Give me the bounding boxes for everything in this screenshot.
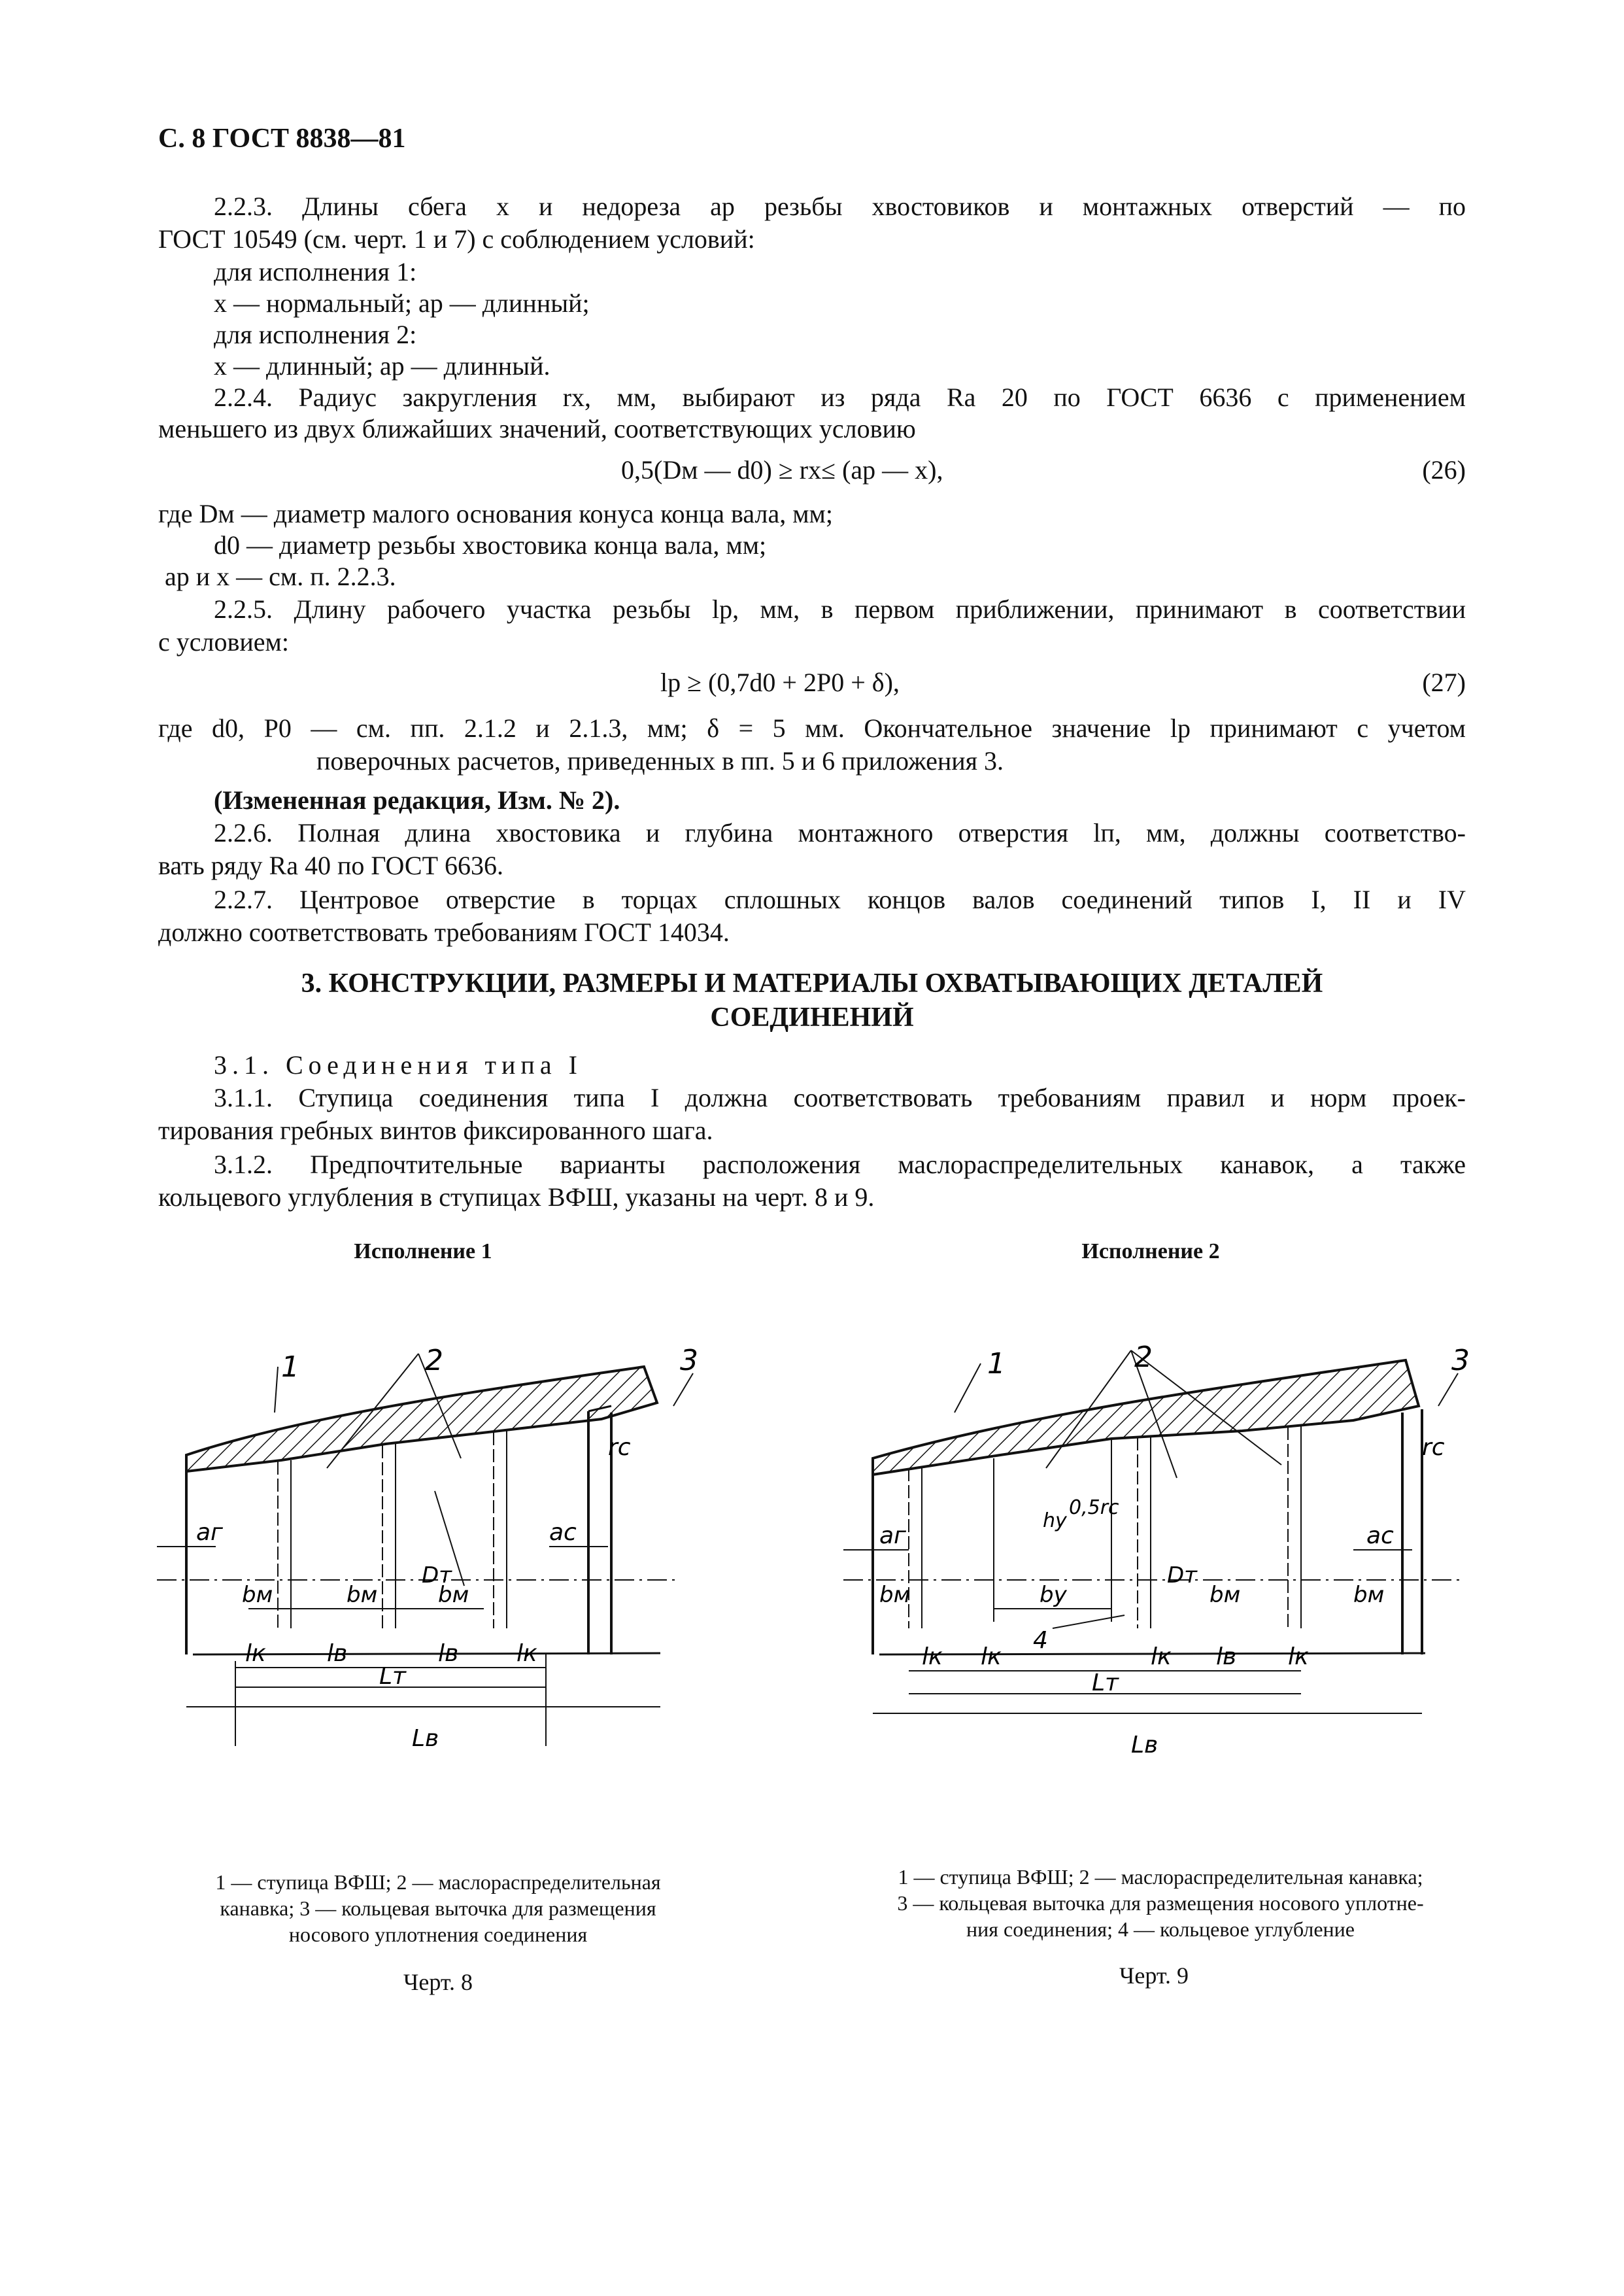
equation-27-number: (27) <box>1422 668 1466 697</box>
label-rc: rc <box>608 1434 631 1461</box>
para-3-1-1: 3.1.1. Ступица соединения типа I должна соответствовать требованиям правил и норм проек- <box>214 1083 1466 1112</box>
label-ar: aг <box>196 1519 223 1546</box>
label-ac: ac <box>1366 1522 1394 1549</box>
figure-9-drawing <box>837 1341 1491 1798</box>
section-title: СОЕДИНЕНИЙ <box>710 1002 914 1033</box>
subsection-title: 3.1. Соединения типа I <box>214 1050 583 1080</box>
label-bm: bм <box>438 1582 469 1608</box>
label-dt: Dт <box>1167 1562 1197 1588</box>
list-line: для исполнения 1: <box>214 257 417 286</box>
label-bm: bм <box>879 1582 911 1608</box>
label-dt: Dт <box>422 1562 452 1588</box>
figure-8-number: Черт. 8 <box>403 1969 473 1995</box>
list-line: x — длинный; aр — длинный. <box>214 351 550 381</box>
where-line: d0 — диаметр резьбы хвостовика конца вала, мм; <box>214 530 767 560</box>
where-line: где Dм — диаметр малого основания конуса конца вала, мм; <box>158 499 833 528</box>
label-3: 3 <box>1451 1344 1470 1377</box>
para-3-1-2: 3.1.2. Предпочтительные варианты расположения маслораспределительных канавок, а также <box>214 1150 1466 1179</box>
label-lk: lк <box>245 1640 266 1667</box>
where-line: aр и x — см. п. 2.2.3. <box>165 562 396 591</box>
page-header: С. 8 ГОСТ 8838—81 <box>158 124 406 154</box>
label-bm: bм <box>347 1582 378 1608</box>
figure-9-number: Черт. 9 <box>1119 1962 1189 1989</box>
label-hy: hу <box>1043 1509 1067 1532</box>
label-1: 1 <box>281 1350 299 1384</box>
label-bm: bм <box>1210 1582 1241 1608</box>
figure-9-caption: 1 — ступица ВФШ; 2 — маслораспределительная канавка; 3 — кольцевая выточка для размещения носового уплотне- ния соединения; 4 — кольцевое углубление <box>897 1865 1424 1941</box>
para-3-1-2-cont: кольцевого углубления в ступицах ВФШ, указаны на черт. 8 и 9. <box>158 1182 875 1212</box>
label-lv: lв <box>1216 1643 1237 1670</box>
where-line: где d0, P0 — см. пп. 2.1.2 и 2.1.3, мм; δ = 5 мм. Окончательное значение lр принимают с учетом <box>158 713 1466 743</box>
equation-27: lр ≥ (0,7d0 + 2P0 + δ), <box>660 668 900 697</box>
label-4: 4 <box>1033 1627 1048 1654</box>
label-lv: lв <box>327 1640 348 1667</box>
amendment-note: (Измененная редакция, Изм. № 2). <box>214 785 620 815</box>
label-3: 3 <box>680 1344 698 1377</box>
equation-26-number: (26) <box>1422 455 1466 485</box>
para-2-2-3: 2.2.3. Длины сбега x и недореза aр резьбы хвостовиков и монтажных отверстий — по <box>214 192 1466 221</box>
para-2-2-3-cont: ГОСТ 10549 (см. черт. 1 и 7) с соблюдением условий: <box>158 224 755 254</box>
section-title: 3. КОНСТРУКЦИИ, РАЗМЕРЫ И МАТЕРИАЛЫ ОХВАТЫВАЮЩИХ ДЕТАЛЕЙ <box>301 968 1323 999</box>
label-lk: lк <box>922 1643 943 1670</box>
label-ac: ac <box>549 1519 577 1546</box>
label-by: bу <box>1040 1582 1067 1608</box>
label-half-rc: 0,5rc <box>1069 1496 1119 1519</box>
label-lk: lк <box>516 1640 537 1667</box>
label-lk: lк <box>1288 1643 1309 1670</box>
list-line: x — нормальный; aр — длинный; <box>214 288 590 318</box>
label-lt: Lт <box>379 1663 407 1690</box>
label-lb: Lв <box>412 1725 439 1752</box>
label-bm: bм <box>1353 1582 1385 1608</box>
label-lv: lв <box>438 1640 459 1667</box>
para-2-2-4: 2.2.4. Радиус закругления rx, мм, выбирают из ряда Ra 20 по ГОСТ 6636 с применением <box>214 383 1466 412</box>
para-2-2-4-cont: меньшего из двух ближайших значений, соответствующих условию <box>158 414 916 443</box>
label-rc: rc <box>1422 1434 1445 1461</box>
label-2: 2 <box>425 1344 443 1377</box>
label-2: 2 <box>1134 1341 1153 1374</box>
label-ar: aг <box>879 1522 906 1549</box>
para-2-2-6-cont: вать ряду Ra 40 по ГОСТ 6636. <box>158 851 504 880</box>
figure-8-caption: 1 — ступица ВФШ; 2 — маслораспределительная канавка; 3 — кольцевая выточка для размещения носового уплотнения соединения <box>215 1870 661 1946</box>
para-2-2-5-cont: с условием: <box>158 627 289 657</box>
figure-8-drawing <box>150 1341 726 1798</box>
label-lt: Lт <box>1092 1670 1119 1696</box>
para-3-1-1-cont: тирования гребных винтов фиксированного шага. <box>158 1116 713 1145</box>
where-line: поверочных расчетов, приведенных в пп. 5 и 6 приложения 3. <box>316 746 1004 776</box>
label-lk: lк <box>981 1643 1002 1670</box>
label-1: 1 <box>987 1347 1006 1380</box>
list-line: для исполнения 2: <box>214 320 417 349</box>
para-2-2-7-cont: должно соответствовать требованиям ГОСТ 14034. <box>158 917 730 947</box>
figure-8-title: Исполнение 1 <box>354 1239 492 1263</box>
label-lb: Lв <box>1131 1732 1159 1758</box>
figure-9-title: Исполнение 2 <box>1081 1239 1220 1263</box>
para-2-2-7: 2.2.7. Центровое отверстие в торцах сплошных концов валов соединений типов I, II и IV <box>214 885 1466 914</box>
para-2-2-6: 2.2.6. Полная длина хвостовика и глубина монтажного отверстия lп, мм, должны соответство- <box>214 818 1466 848</box>
para-2-2-5: 2.2.5. Длину рабочего участка резьбы lр, мм, в первом приближении, принимают в соответствии <box>214 594 1466 624</box>
label-bm: bм <box>242 1582 273 1608</box>
label-lk: lк <box>1151 1643 1172 1670</box>
equation-26: 0,5(Dм — d0) ≥ rx≤ (aр — x), <box>621 455 943 485</box>
